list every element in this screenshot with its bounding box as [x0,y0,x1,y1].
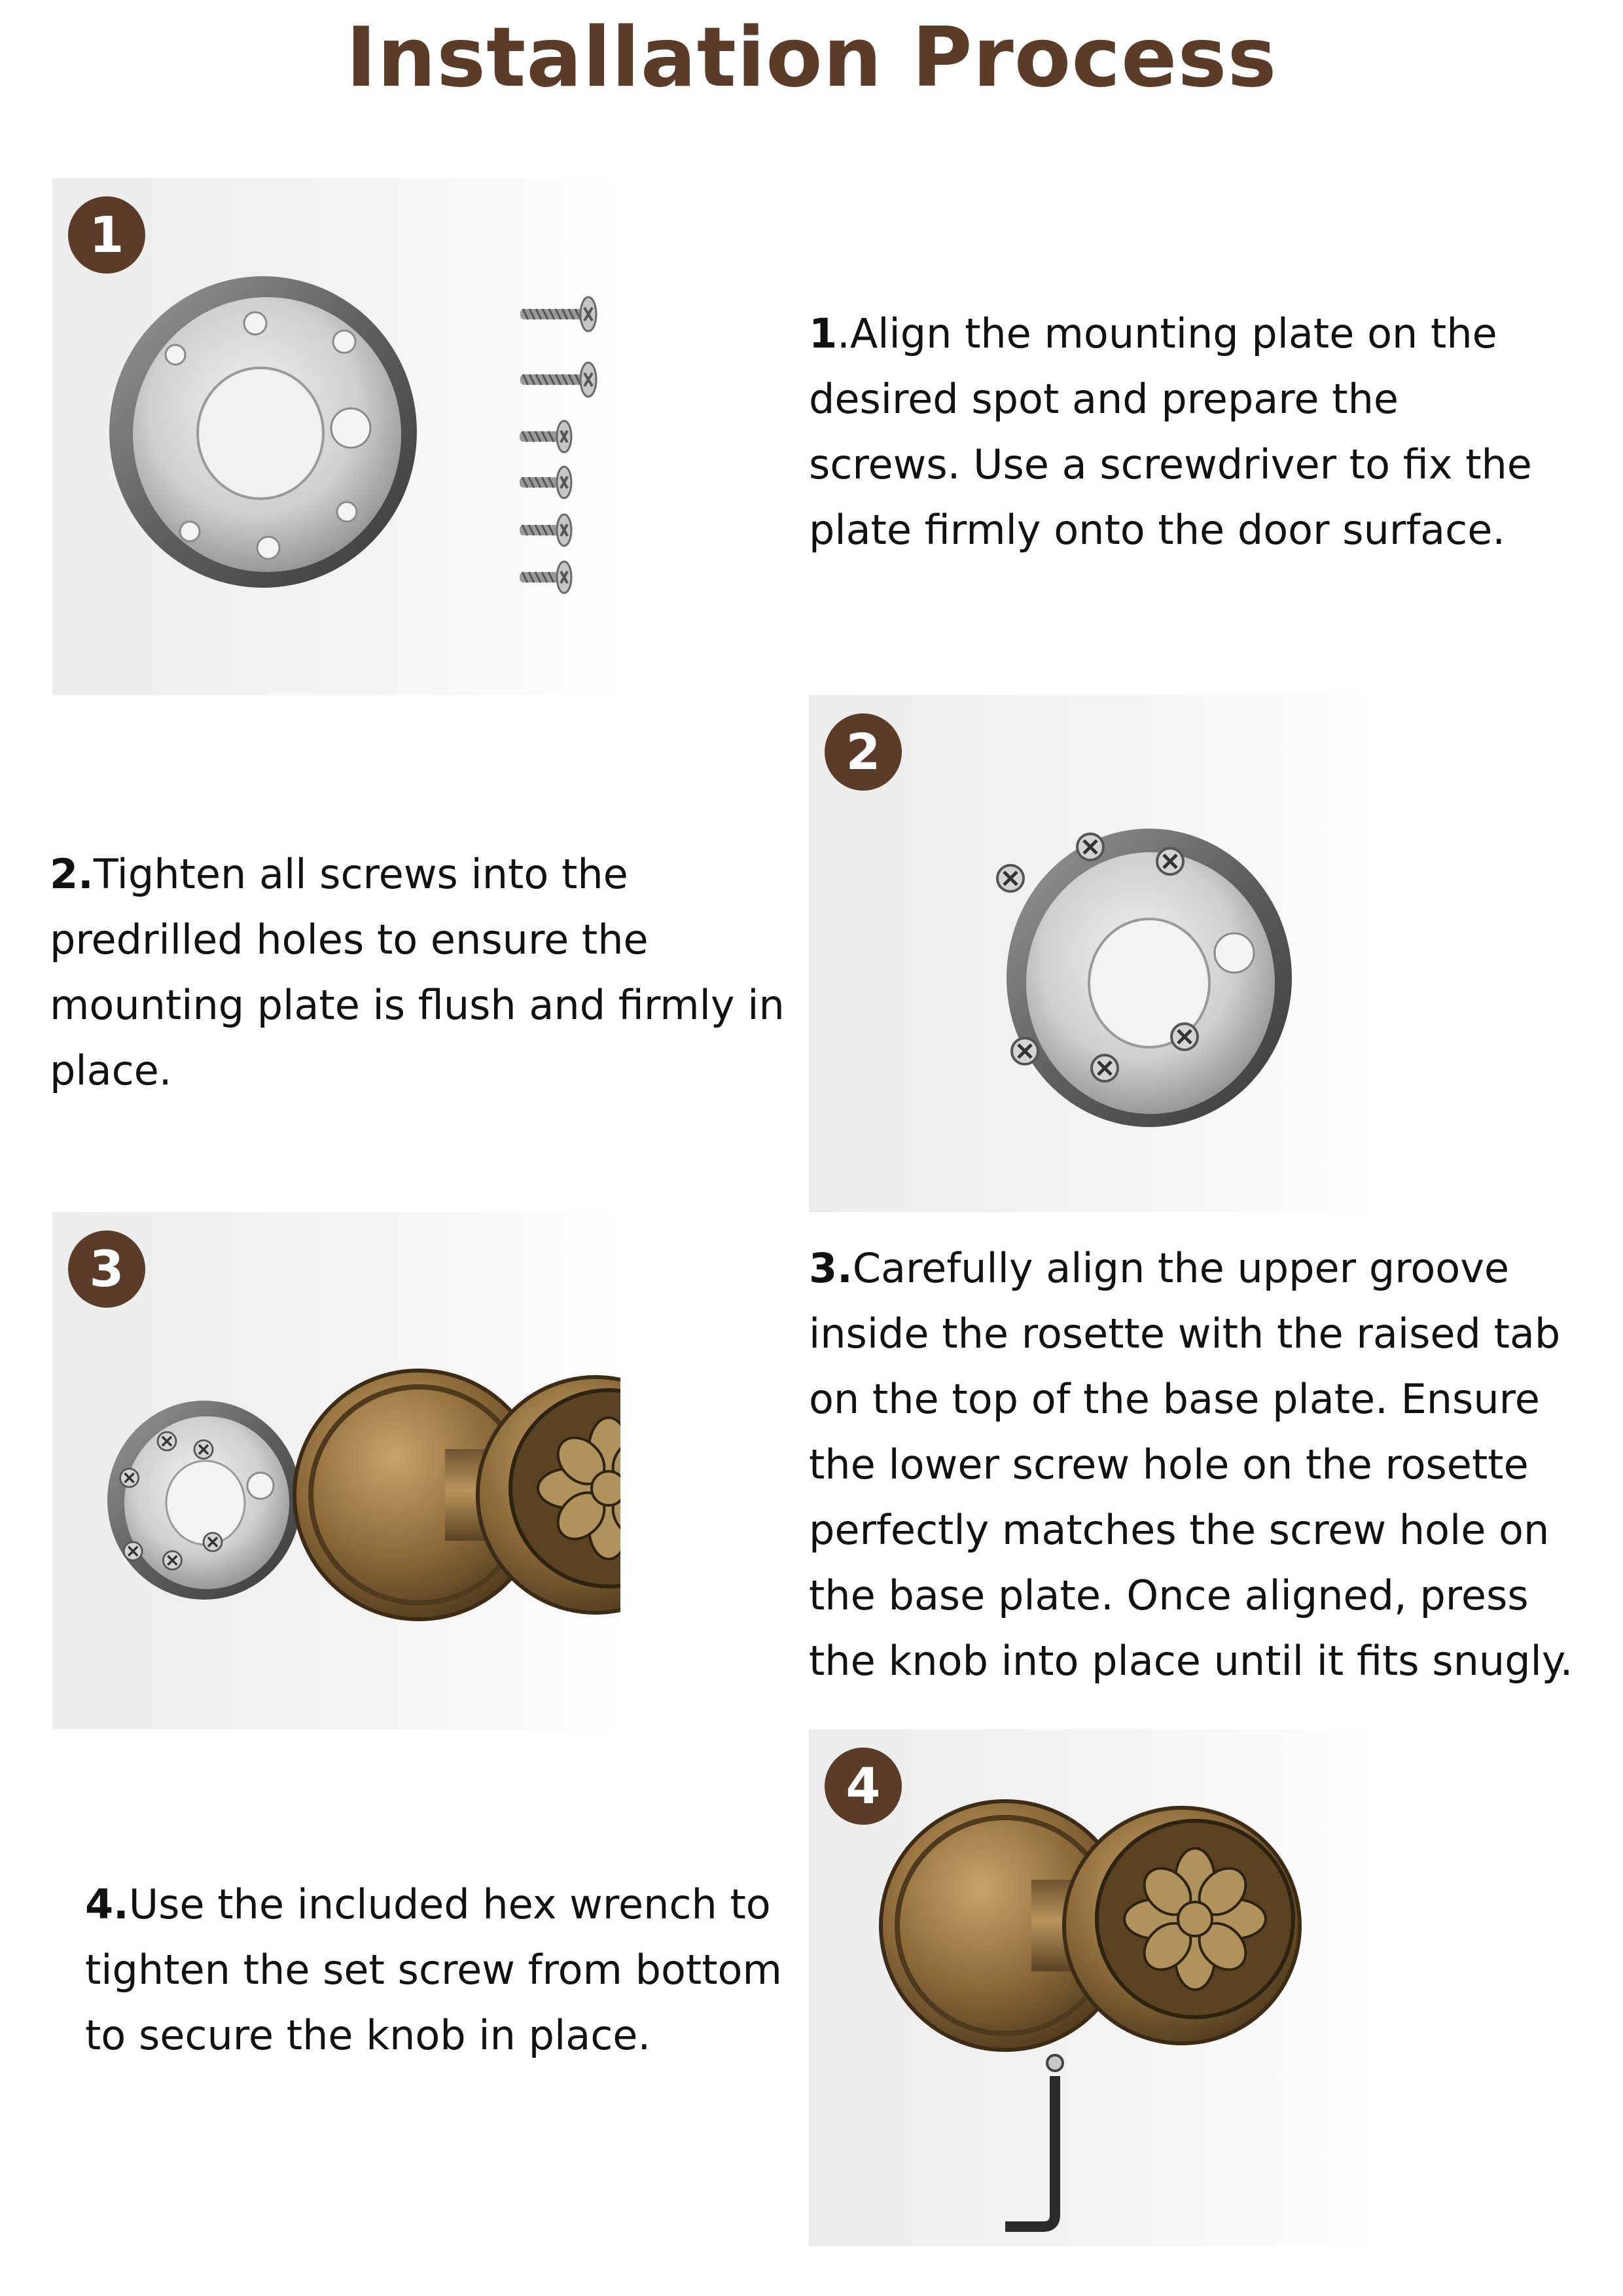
step-2-description: Tighten all screws into the predrilled holes to ensure the mounting plate is flush and firmly in place. [50,850,785,1094]
step-3-text [809,1236,1594,1694]
step-4-description: Use the included hex wrench to tighten the set screw from bottom to secure the knob in place. [85,1880,782,2059]
step-4-image-panel [809,1729,1377,2246]
step-4-number: 4. [85,1880,129,1928]
step-2-image-panel [809,695,1377,1212]
step-2-text [50,842,809,1103]
step-1-badge: 1 [68,196,145,274]
step-1-text [809,301,1561,563]
step-1-number: 1 [809,310,838,357]
step-3-number: 3. [809,1244,853,1292]
step-3-description: Carefully align the upper groove inside the rosette with the raised tab on the top of the base plate. Ensure the lower screw hole on the rosette perfectly matches the screw hole on the base plate. Once aligned, press the knob into place until it fits snugly. [809,1244,1573,1685]
step-3-badge: 3 [68,1230,145,1308]
step-2-number: 2. [50,850,94,898]
page-title: Installation Process [346,9,1277,105]
step-4-badge: 4 [825,1748,902,1825]
step-2-badge: 2 [825,713,902,791]
step-3-image-panel [52,1212,620,1729]
step-1-description: .Align the mounting plate on the desired spot and prepare the screws. Use a screwdriver to fix the plate firmly onto the door surface. [809,310,1532,554]
step-4-text [85,1872,805,2068]
step-1-image-panel [52,178,620,695]
